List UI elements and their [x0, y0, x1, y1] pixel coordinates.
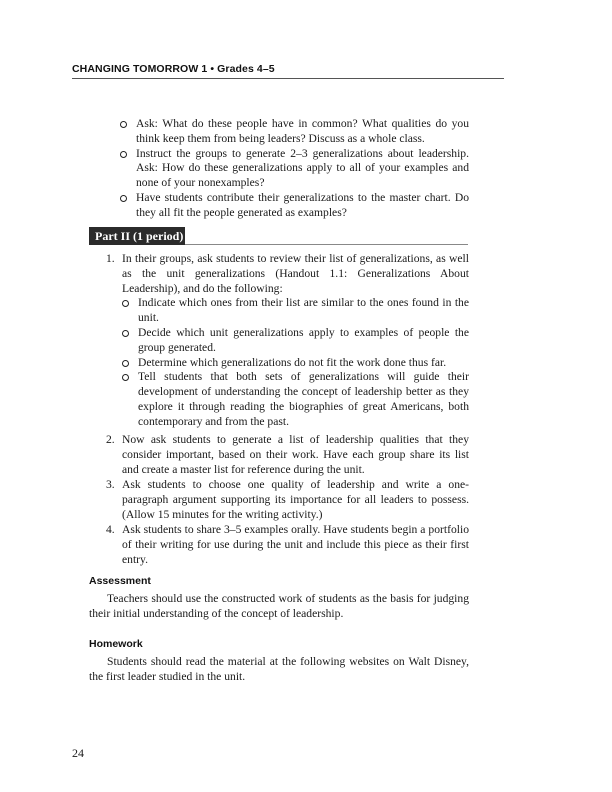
step-4 — [106, 523, 469, 567]
step-text: In their groups, ask students to review their list of generalizations, as well as the unit generalizations (Handout 1.1: Generalizations About Leadership), and do the following: — [122, 252, 469, 295]
section-rule — [185, 244, 468, 245]
circle-bullet-icon — [120, 121, 127, 128]
assessment-heading: Assessment — [89, 575, 151, 587]
circle-bullet-icon — [120, 151, 127, 158]
list-item: Instruct the groups to generate 2–3 generalizations about leadership. Ask: How do these generalizations apply to all of your examples and none of your nonexamples? — [120, 147, 469, 191]
grade-range: Grades 4–5 — [217, 63, 275, 75]
step-text: Now ask students to generate a list of leadership qualities that they consider important, based on their work. Have each group share its list and create a master list for reference during the unit. — [122, 433, 469, 476]
step-3 — [106, 478, 469, 522]
circle-bullet-icon — [122, 374, 129, 381]
page-number: 24 — [72, 746, 84, 760]
running-header — [72, 63, 275, 75]
list-item: Have students contribute their generalizations to the master chart. Do they all fit the people generated as examples? — [120, 191, 469, 221]
section-title: Part II (1 period) — [95, 229, 184, 243]
book-title: CHANGING TOMORROW 1 — [72, 63, 208, 75]
list-item: Decide which unit generalizations apply to examples of people the group generated. — [122, 326, 469, 356]
list-item: Tell students that both sets of generalizations will guide their development of understanding the concept of leadership better as they explore it through reading the biographies of great Americans, both contemporary and from the past. — [122, 370, 469, 429]
step-1-bullets — [122, 296, 469, 429]
homework-heading: Homework — [89, 638, 143, 650]
assessment-text: Teachers should use the constructed work of students as the basis for judging their initial understanding of the concept of leadership. — [89, 592, 469, 620]
step-2 — [106, 433, 469, 477]
header-rule — [72, 78, 504, 79]
list-item: Ask: What do these people have in common? What qualities do you think keep them from being leaders? Discuss as a whole class. — [120, 117, 469, 147]
list-item: Determine which generalizations do not fit the work done thus far. — [122, 356, 469, 371]
homework-text: Students should read the material at the following websites on Walt Disney, the first leader studied in the unit. — [89, 655, 469, 683]
step-text: Ask students to choose one quality of leadership and write a one-paragraph argument supporting its importance for all leaders to possess. (Allow 15 minutes for the writing activity.) — [122, 478, 469, 521]
step-text: Ask students to share 3–5 examples orally. Have students begin a portfolio of their writing for use during the unit and include this piece as their first entry. — [122, 523, 469, 566]
step-number: 3. — [106, 478, 115, 491]
step-number: 2. — [106, 433, 115, 446]
top-bullet-list — [120, 117, 469, 221]
circle-bullet-icon — [122, 360, 129, 367]
circle-bullet-icon — [122, 300, 129, 307]
step-number: 1. — [106, 252, 115, 265]
header-separator: • — [207, 63, 218, 75]
circle-bullet-icon — [122, 330, 129, 337]
step-1 — [106, 252, 469, 430]
step-number: 4. — [106, 523, 115, 536]
circle-bullet-icon — [120, 195, 127, 202]
list-item: Indicate which ones from their list are similar to the ones found in the unit. — [122, 296, 469, 326]
